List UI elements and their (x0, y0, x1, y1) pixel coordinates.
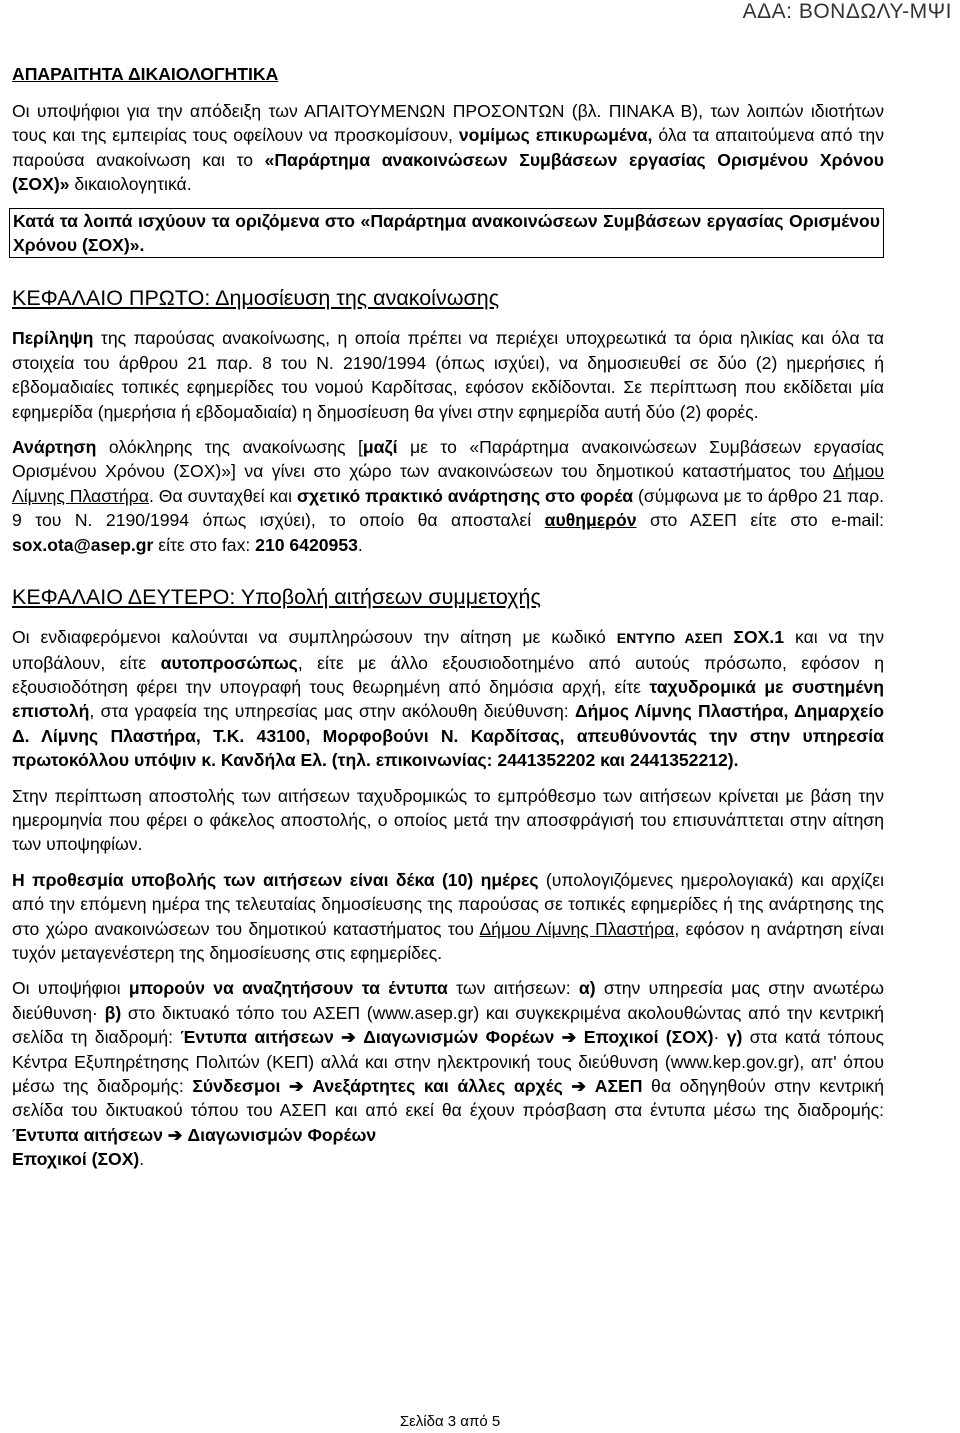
chapter-two-paragraph-postal: Στην περίπτωση αποστολής των αιτήσεων ταχυδρομικώς το εμπρόθεσμο των αιτήσεων κρίνεται με βάση την ημερομηνία που φέρει ο φάκελος αποστολής, ο οποίος μετά την αποσφράγισή του επισυνάπτεται στην αίτηση των υποψηφίων. (12, 785, 884, 855)
page-number: Σελίδα 3 από 5 (399, 1413, 501, 1430)
ada-code: ΑΔΑ: ΒΟΝΔΩΛΥ-ΜΨΙ (742, 0, 952, 23)
right-arrow-icon: ➔ (341, 1027, 356, 1048)
chapter-two-paragraph-deadline: Η προθεσμία υποβολής των αιτήσεων είναι δέκα (10) ημέρες (υπολογιζόμενες ημερολογιακά) και αρχίζει από την επόμενη ημέρα της τελευταίας δημοσίευσης της παρούσας σε τοπικές εφημερίδες ή της ανάρτησης της στο χώρο ανακοινώσεων του δημοτικού καταστήματος του Δήμου Λίμνης Πλαστήρα, εφόσον η ανάρτηση είναι τυχόν μεταγενέστερη της δημοσίευσης στις εφημερίδες. (12, 869, 884, 963)
right-arrow-icon: ➔ (571, 1076, 587, 1096)
chapter-one-paragraph-posting: Ανάρτηση ολόκληρης της ανακοίνωσης [μαζί με το «Παράρτημα ανακοινώσεων Συμβάσεων εργασίας Ορισμένου Χρόνου (ΣΟΧ)»] να γίνει στο χώρο των ανακοινώσεων του δημοτικού καταστήματος του Δήμου Λίμνης Πλαστήρα. Θα συνταχθεί και σχετικό πρακτικό ανάρτησης στο φορέα (σύμφωνα με το άρθρο 21 παρ. 9 του Ν. 2190/1994 όπως ισχύει), το οποίο θα αποσταλεί αυθημερόν στο ΑΣΕΠ είτε στο e-mail: sox.ota@asep.gr είτε στο fax: 210 6420953. (12, 437, 884, 555)
chapter-two-paragraph-forms: Οι υποψήφιοι μπορούν να αναζητήσουν τα έντυπα των αιτήσεων: α) στην υπηρεσία μας στην ανωτέρω διεύθυνση· β) στο δικτυακό τόπο του ΑΣΕΠ (www.asep.gr) και συγκεκριμένα ακολουθώντας από την κεντρική σελίδα τη διαδρομή: Έντυπα αιτήσεων ➔ Διαγωνισμών Φορέων ➔ Εποχικοί (ΣΟΧ)· γ) στα κατά τόπους Κέντρα Εξυπηρέτησης Πολιτών (ΚΕΠ) αλλά και στην ηλεκτρονική τους διεύθυνση (www.kep.gov.gr), απ' όπου μέσω της διαδρομής: Σύνδεσμοι ➔ Ανεξάρτητες και άλλες αρχές ➔ ΑΣΕΠ θα οδηγηθούν στην κεντρική σελίδα του δικτυακού τόπου του ΑΣΕΠ και από εκεί θα έχουν πρόσβαση στα έντυπα μέσω της διαδρομής: Έντυπα αιτήσεων ➔ Διαγωνισμών Φορέων Εποχικοί (ΣΟΧ). (12, 978, 885, 1170)
required-documents-paragraph: Οι υποψήφιοι για την απόδειξη των ΑΠΑΙΤΟΥΜΕΝΩΝ ΠΡΟΣΟΝΤΩΝ (βλ. ΠΙΝΑΚΑ Β), των λοιπών ιδιοτήτων τους και της εμπειρίας τους οφείλουν να προσκομίσουν, νομίμως επικυρωμένα, όλα τα απαιτούμενα από την παρούσα ανακοίνωση και το «Παράρτημα ανακοινώσεων Συμβάσεων εργασίας Ορισμένου Χρόνου (ΣΟΧ)» δικαιολογητικά. (12, 101, 884, 195)
right-arrow-icon: ➔ (167, 1124, 183, 1145)
boxed-note: Κατά τα λοιπά ισχύουν τα οριζόμενα στο «Παράρτημα ανακοινώσεων Συμβάσεων εργασίας Ορισμένου Χρόνου (ΣΟΧ)». (9, 208, 884, 259)
chapter-one-heading: ΚΕΦΑΛΑΙΟ ΠΡΩΤΟ: Δημοσίευση της ανακοίνωσης (12, 286, 500, 311)
right-arrow-icon: ➔ (561, 1027, 577, 1048)
chapter-one-paragraph-summary: Περίληψη της παρούσας ανακοίνωσης, η οποία πρέπει να περιέχει υποχρεωτικά τα όρια ηλικίας και όλα τα στοιχεία του άρθρου 21 παρ. 8 του Ν. 2190/1994 (όπως ισχύει), να δημοσιευθεί σε δύο (2) ημερήσιες ή εβδομαδιαίες τοπικές εφημερίδες του νομού Καρδίτσας, εφόσον εκδίδονται. Σε περίπτωση που εκδίδεται μία εφημερίδα (ημερήσια ή εβδομαδιαία) η δημοσίευση θα γίνει στην εφημερίδα αυτή δύο (2) φορές. (12, 328, 884, 422)
chapter-two-heading: ΚΕΦΑΛΑΙΟ ΔΕΥΤΕΡΟ: Υποβολή αιτήσεων συμμετοχής (12, 585, 541, 610)
chapter-two-paragraph-submission: Οι ενδιαφερόμενοι καλούνται να συμπληρώσουν την αίτηση με κωδικό ΕΝΤΥΠΟ ΑΣΕΠ ΣΟΧ.1 και να την υποβάλουν, είτε αυτοπροσώπως, είτε με άλλο εξουσιοδοτημένο από αυτούς πρόσωπο, εφόσον η εξουσιοδότηση φέρει την υπογραφή τους θεωρημένη από δημόσια αρχή, είτε ταχυδρομικά με συστημένη επιστολή, στα γραφεία της υπηρεσίας μας στην ακόλουθη διεύθυνση: Δήμος Λίμνης Πλαστήρα, Δημαρχείο Δ. Λίμνης Πλαστήρα, Τ.Κ. 43100, Μορφοβούνι Ν. Καρδίτσας, απευθύνοντάς την στην υπηρεσία πρωτοκόλλου υπόψιν κ. Κανδήλα Ελ. (τηλ. επικοινωνίας: 2441352202 και 2441352212). (12, 627, 885, 771)
document-body (12, 62, 884, 1183)
required-documents-heading: ΑΠΑΡΑΙΤΗΤΑ ΔΙΚΑΙΟΛΟΓΗΤΙΚΑ (12, 64, 279, 84)
right-arrow-icon: ➔ (288, 1076, 304, 1096)
email-link[interactable]: sox.ota@asep.gr (12, 534, 154, 555)
